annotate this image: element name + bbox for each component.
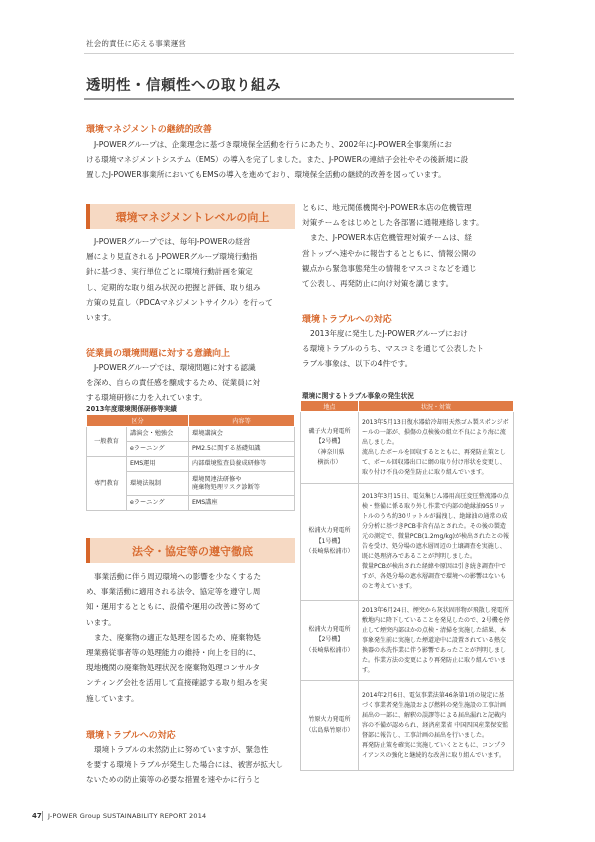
para-line: J-POWERグループでは、環境問題に対する認識 (94, 363, 256, 372)
para-line: 知・運用するとともに、設備や運用の改善に努めて (86, 602, 261, 612)
table-cell: 内部環境監査員養成研修等 (189, 457, 295, 472)
training-table-title: 2013年度環境関係研修等実績 (86, 405, 177, 413)
table-row (87, 457, 295, 472)
table-cell-group: 一般教育 (87, 427, 127, 457)
para-line: ともに、地元関係機関やJ-POWER本店の危機管理 (302, 203, 472, 212)
para-line: ンティング会社を活用して直接確認する取り組みを実 (86, 678, 268, 688)
band-heading-compliance: 法令・協定等の遵守徹底 (86, 538, 295, 563)
para-line: る環境トラブルのうち、マスコミを通じて公表したト (302, 344, 484, 354)
intro-line: 置したJ-POWER事業所においてもEMSの導入を進めており、環境保全活動の継続的改善を図っています。 (86, 170, 446, 180)
intro-heading: 環境マネジメントの継続的改善 (86, 125, 212, 135)
footer-divider (42, 811, 43, 821)
table-cell-text: 2013年6月24日、煙突から灰状固形物が飛散し発電所敷地内に降下していることを発見したので、2号機を停止して煙突内部ほかの点検・清掃を実施した結果、本事象発生前に実施した煙道途中に設置されている熱交換器の水洗作業に伴う影響であったことが判明しました。作業方法の変更により再発防止に取り組んでいます。 (359, 601, 514, 681)
ems-level-paragraph (86, 234, 295, 325)
table-row (301, 601, 514, 681)
band-heading-ems-level: 環境マネジメントレベルの向上 (86, 204, 295, 229)
table-header: 区分 (87, 415, 189, 427)
para-line: 針に基づき、実行単位ごとに環境行動計画を策定 (86, 267, 253, 277)
intro-paragraph (86, 137, 514, 183)
para-line: 観点から緊急事態発生の情報をマスコミなどを通じ (302, 263, 477, 273)
table-row (87, 427, 295, 442)
para-line: 方策の見直し（PDCAマネジメントサイクル）を行って (86, 297, 273, 307)
table-cell-location: 松浦火力発電所 【2号機】 （長崎県松浦市） (301, 601, 359, 681)
para-line: し、定期的な取り組み状況の把握と評価、取り組み (86, 282, 261, 292)
para-line: J-POWERグループでは、毎年J-POWERの経営 (94, 237, 251, 246)
trouble-count-paragraph (302, 326, 514, 372)
para-line: め、事業活動に適用される法令、協定等を遵守し周 (86, 587, 261, 597)
page-title: 透明性・信頼性への取り組み (86, 78, 281, 94)
compliance-paragraph (86, 569, 295, 706)
para-line: ラブル事象は、以下の4件です。 (302, 359, 413, 369)
title-rule (84, 98, 514, 100)
para-line: を要する環境トラブルが発生した場合には、被害が拡大し (86, 760, 284, 770)
para-line: ないための防止策等の必要な措置を速やかに行うと (86, 775, 261, 785)
report-name: J-POWER Group SUSTAINABILITY REPORT 2014 (48, 812, 207, 820)
para-line: する環境研修に力を入れています。 (86, 393, 207, 403)
para-line: 対策チームをはじめとした各部署に通報連絡します。 (302, 218, 484, 228)
para-line: また、廃棄物の適正な処理を図るため、廃棄物処 (94, 632, 261, 642)
table-header: 内容等 (189, 415, 295, 427)
table-cell-location: 竹原火力発電所 （広島県竹原市） (301, 681, 359, 771)
training-table (86, 414, 295, 511)
para-line: 2013年度に発生したJ-POWERグループにおけ (310, 329, 468, 338)
para-line: います。 (86, 617, 116, 627)
table-cell: eラーニング (127, 442, 189, 457)
section-label: 社会的責任に応える事業運営 (86, 39, 187, 48)
para-line: 環境トラブルの未然防止に努めていますが、緊急性 (94, 745, 269, 754)
table-header: 状況・対策 (359, 401, 514, 412)
table-cell-group: 専門教育 (87, 457, 127, 511)
table-cell: eラーニング (127, 496, 189, 511)
table-cell-text: 2013年5月13日復水器給冷却用天然ゴム製スポンジボールの一部が、損傷の点検後の組立不良により海に流出しました。 流出したボールを回収するとともに、再発防止策として、ボール回収器出口に網の取り付け形状を変更し、取り付け不良の発生防止に取り組んでいます。 (359, 412, 514, 484)
trouble-paragraph-left (86, 742, 295, 788)
para-line: 事業活動に伴う周辺環境への影響を少なくするた (94, 572, 262, 581)
table-cell: 環境講演会 (189, 427, 295, 442)
para-line: 営トップへ速やかに報告するとともに、情報公開の (302, 248, 477, 258)
subheading-trouble-right: 環境トラブルへの対応 (302, 315, 392, 325)
table-cell: PM2.5に関する基礎知識 (189, 442, 295, 457)
table-cell-text: 2013年3月15日、電気集じん器用高圧変圧整流器の点検・整備に係る取り外し作業で内部の絶縁油955リットルのうち約30リットルが漏洩し、絶縁油の通常の成分分析に基づきPCB非含有品とされた。その後の製造元の測定で、微量PCB(1.2mg/kg)が検出されたとの報告を受け、処分場の遮水層周辺の土壌調査を実施し、既に処理済みであることが判明しました。 微量PCBが検出された経緯や原因は引き続き調査中ですが、各処分場の遮水層調査で環境への影響はないものと考えています。 (359, 484, 514, 601)
table-cell: EMS運用 (127, 457, 189, 472)
table-row (301, 484, 514, 601)
header-rule (84, 53, 514, 54)
table-row (301, 412, 514, 484)
intro-line: J-POWERグループは、企業理念に基づき環境保全活動を行うにあたり、2002年にJ-POWER全事業所にお (94, 140, 452, 149)
trouble-paragraph-right (302, 200, 514, 291)
para-line: 現地機関の廃棄物処理状況を廃棄物処理コンサルタ (86, 663, 260, 673)
table-cell: 講演会・勉強会 (127, 427, 189, 442)
para-line: 層により見直される J-POWERグループ環境行動指 (86, 252, 258, 262)
table-cell: 環境関連法研修や 廃棄物処理リスク診断等 (189, 472, 295, 496)
trouble-table-title: 環境に関するトラブル事象の発生状況 (302, 392, 414, 400)
subheading-awareness: 従業員の環境問題に対する意識向上 (86, 349, 231, 359)
trouble-table (300, 400, 514, 771)
para-line: て公表し、再発防止に向け対策を講じます。 (302, 279, 454, 289)
table-header: 地点 (301, 401, 359, 412)
table-cell: EMS講座 (189, 496, 295, 511)
para-line: を深め、自らの責任感を醸成するため、従業員に対 (86, 378, 261, 388)
page-number: 47 (32, 812, 42, 820)
para-line: います。 (86, 313, 116, 323)
para-line: また、J-POWER本店危機管理対策チームは、経 (310, 233, 472, 243)
table-cell-text: 2014年2月6日、電気事業法第46条第1項の規定に基づく事業者発生施設および燃料の発生施設の工事計画届出の一部に、解釈の誤謬等による届出漏れと記載内容の不備が認められ、経済産業省 中国四国産業保安監督部に報告し、工事計画の届出を行いました。 再発防止策を確実に実施していくとともに、コンプライアンスの強化と継続的な改善に取り組んでいます。 (359, 681, 514, 771)
table-cell-location: 磯子火力発電所 【2号機】 （神奈川県 横浜市） (301, 412, 359, 484)
awareness-paragraph (86, 360, 295, 406)
para-line: 理業務従事者等の処理能力の維持・向上を目的に、 (86, 648, 261, 658)
table-cell-location: 松浦火力発電所 【1号機】 （長崎県松浦市） (301, 484, 359, 601)
table-row (301, 681, 514, 771)
subheading-trouble-left: 環境トラブルへの対応 (86, 731, 176, 741)
table-cell: 環境法規制 (127, 472, 189, 496)
intro-line: ける環境マネジメントシステム（EMS）の導入を完了しました。また、J-POWERの連結子会社やその後新規に設 (86, 155, 469, 165)
para-line: 施しています。 (86, 693, 139, 703)
